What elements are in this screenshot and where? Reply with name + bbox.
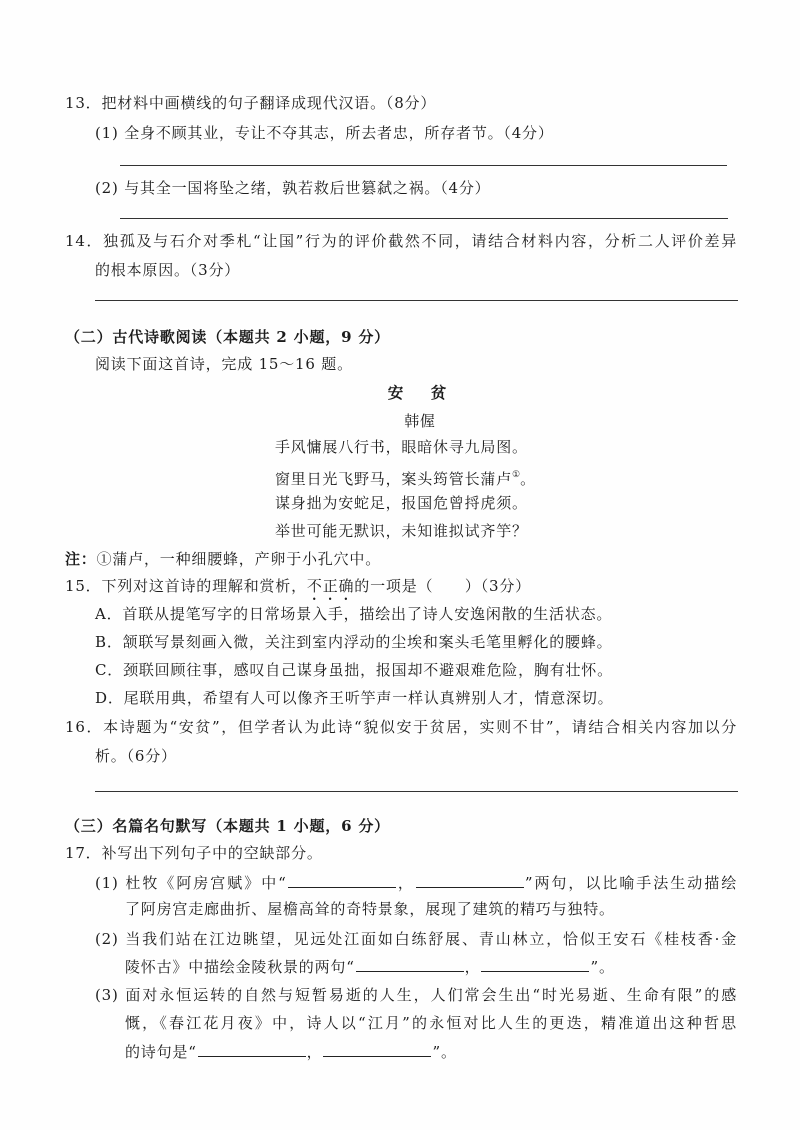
question-17-item-1-line-2: 了阿房宫走廊曲折、屋檐高耸的奇特景象，展现了建筑的精巧与独特。: [125, 900, 615, 918]
note-text: ①蒲卢，一种细腰蜂，产卵于小孔穴中。: [96, 550, 382, 568]
item-3-sep: ，: [306, 1043, 323, 1061]
question-14-line-1: 14．独孤及与石介对季札“让国”行为的评价截然不同，请结合材料内容，分析二人评价差异: [65, 232, 737, 250]
item-1-tail: ”两句，以比喻手法生动描绘: [524, 874, 737, 892]
item-1-lead: (1) 杜牧《阿房宫赋》中“: [95, 874, 287, 892]
option-c: C．颈联回顾往事，感叹自己谋身虽拙，报国却不避艰难危险，胸有壮怀。: [95, 661, 613, 679]
option-d: D．尾联用典，希望有人可以像齐王听竽声一样认真辨别人才，情意深切。: [95, 689, 614, 707]
item-1-sep: ，: [396, 874, 415, 892]
question-15-stem: [65, 575, 531, 597]
question-13-item-2: (2) 与其全一国将坠之绪，孰若救后世篡弑之祸。（4分）: [95, 179, 491, 197]
question-13-stem: 13．把材料中画横线的句子翻译成现代汉语。（8分）: [65, 94, 437, 112]
poem-line-3: 谋身拙为安蛇足，报国危曾捋虎须。: [275, 494, 528, 512]
question-16-line-1: 16．本诗题为“安贫”，但学者认为此诗“貌似安于贫居，实则不甘”，请结合相关内容加以分: [65, 718, 737, 736]
item-3-lead: 的诗句是“: [125, 1043, 197, 1061]
poem-line-2: [275, 464, 536, 486]
section-2-heading: （二）古代诗歌阅读（本题共 2 小题，9 分）: [65, 328, 390, 346]
item-2-tail: ”。: [590, 958, 615, 976]
footnote-mark: ①: [512, 470, 521, 480]
note-label: 注：: [65, 550, 97, 568]
option-a: A．首联从提笔写字的日常场景入手，描绘出了诗人安逸闲散的生活状态。: [95, 605, 613, 623]
poem-line-2-end: 。: [520, 470, 536, 488]
question-13-item-1: (1) 全身不顾其业，专让不夺其志，所去者忠，所存者节。（4分）: [95, 124, 554, 142]
question-17-item-3-line-3: [125, 1040, 457, 1062]
question-15-stem-before: 15．下列对这首诗的理解和赏析，: [65, 577, 307, 595]
question-17-item-1-line-1: [95, 871, 737, 893]
question-17-item-3-line-1: (3) 面对永恒运转的自然与短暂易逝的人生，人们常会生出“时光易逝、生命有限”的感: [95, 986, 737, 1004]
answer-line: [120, 165, 727, 166]
section-2-instruction: 阅读下面这首诗，完成 15～16 题。: [95, 355, 353, 373]
section-3-heading: （三）名篇名句默写（本题共 1 小题，6 分）: [65, 817, 390, 835]
poem-line-1: 手风慵展八行书，眼暗休寻九局图。: [275, 438, 528, 456]
poem-author: 韩偓: [404, 412, 436, 430]
item-2-lead: 陵怀古》中描绘金陵秋景的两句“: [125, 958, 355, 976]
question-15-stem-after: 的一项是（ ）（3分）: [354, 577, 531, 595]
poem-note: [65, 548, 381, 570]
question-14-line-2: 的根本原因。（3分）: [95, 261, 241, 279]
poem-line-4: 举世可能无默识，未知谁拟试齐竽？: [275, 522, 528, 540]
question-16-line-2: 析。（6分）: [95, 747, 177, 765]
question-17-item-2-line-2: [125, 955, 615, 977]
item-2-sep: ，: [464, 958, 481, 976]
fill-blank: [288, 871, 396, 888]
poem-line-2-text: 窗里日光飞野马，案头筠管长蒲卢: [275, 470, 513, 488]
fill-blank: [356, 955, 464, 972]
question-17-item-3-line-2: 慨，《春江花月夜》中，诗人以“江月”的永恒对比人生的更迭，精准道出这种哲思: [125, 1014, 737, 1032]
item-3-tail: ”。: [432, 1043, 457, 1061]
fill-blank: [416, 871, 524, 888]
question-17-stem: 17．补写出下列句子中的空缺部分。: [65, 844, 323, 862]
question-15-emphasis: 不正确: [306, 577, 355, 595]
fill-blank: [323, 1040, 431, 1057]
question-17-item-2-line-1: (2) 当我们站在江边眺望，见远处江面如白练舒展、青山林立，恰似王安石《桂枝香·金: [95, 930, 737, 948]
fill-blank: [198, 1040, 306, 1057]
answer-line: [95, 300, 738, 301]
answer-line: [95, 791, 738, 792]
answer-line: [120, 218, 728, 219]
option-b: B．颔联写景刻画入微，关注到室内浮动的尘埃和案头毛笔里孵化的腰蜂。: [95, 633, 613, 651]
fill-blank: [481, 955, 589, 972]
poem-title: 安 贫: [387, 383, 453, 402]
